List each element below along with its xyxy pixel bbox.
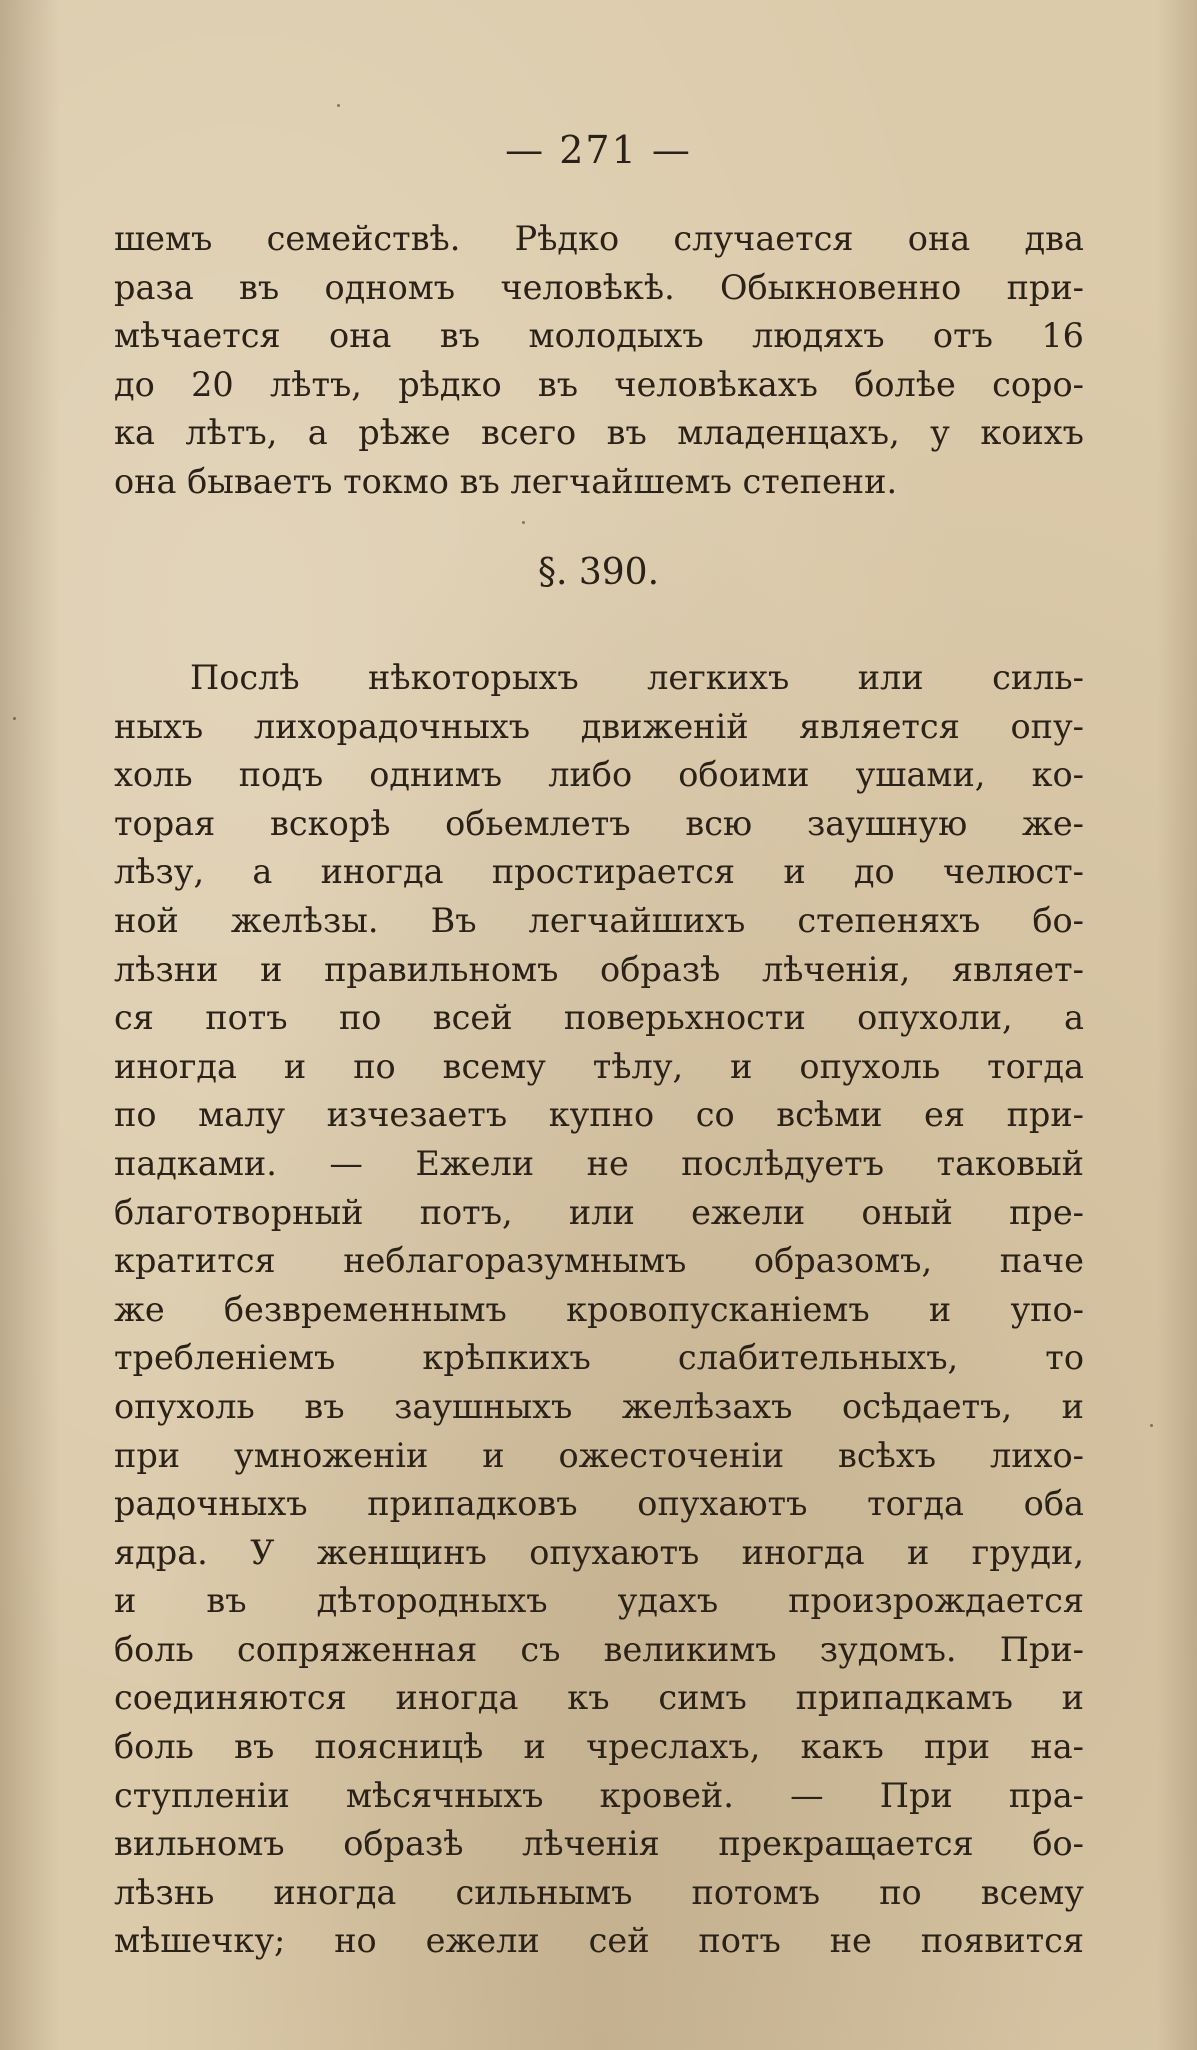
text-line: ка лѣтъ, а рѣже всего въ младенцахъ, у коихъ — [114, 413, 1084, 453]
text-line: вильномъ образѣ лѣченiя прекращается бо- — [114, 1824, 1084, 1864]
text-line: ся потъ по всей поверьхности опухоли, а — [114, 998, 1084, 1038]
text-line: ступленiи мѣсячныхъ кровей. — При пра- — [114, 1775, 1084, 1815]
text-line: благотворный потъ, или ежели оный пре- — [114, 1192, 1084, 1232]
text-line: опухоль въ заушныхъ желѣзахъ осѣдаетъ, и — [114, 1386, 1084, 1426]
text-line: лѣзу, а иногда простирается и до челюст- — [114, 852, 1084, 892]
text-line: боль въ поясницѣ и чреслахъ, какъ при на- — [114, 1727, 1084, 1767]
text-line: падками. — Ежели не послѣдуетъ таковый — [114, 1143, 1084, 1183]
text-line: соединяются иногда къ симъ припадкамъ и — [114, 1678, 1084, 1718]
section-heading: §. 390. — [537, 552, 660, 593]
paper-speck — [522, 521, 525, 524]
text-line: торая вскорѣ обьемлетъ всю заушную же- — [114, 803, 1084, 843]
text-line: и въ дѣтородныхъ удахъ произрождается — [114, 1581, 1084, 1621]
section-paragraph — [114, 654, 1084, 1966]
text-line: иногда и по всему тѣлу, и опухоль тогда — [114, 1046, 1084, 1086]
text-line: Послѣ нѣкоторыхъ легкихъ или силь- — [190, 658, 1084, 697]
text-line: ной желѣзы. Въ легчайшихъ степеняхъ бо- — [114, 900, 1084, 940]
text-line: ядра. У женщинъ опухаютъ иногда и груди, — [114, 1532, 1084, 1572]
text-line: требленiемъ крѣпкихъ слабительныхъ, то — [114, 1338, 1084, 1378]
paper-speck — [1150, 1424, 1153, 1427]
text-line: при умноженiи и ожесточенiи всѣхъ лихо- — [114, 1435, 1084, 1475]
text-line: раза въ одномъ человѣкѣ. Обыкновенно при- — [114, 267, 1084, 307]
text-line: мѣчается она въ молодыхъ людяхъ отъ 16 — [114, 316, 1084, 356]
text-line: ныхъ лихорадочныхъ движенiй является опу- — [114, 706, 1084, 746]
paper-speck — [13, 717, 16, 720]
text-line: лѣзнь иногда сильнымъ потомъ по всему — [114, 1872, 1084, 1912]
continuation-paragraph — [114, 215, 1084, 507]
text-line: боль сопряженная съ великимъ зудомъ. При- — [114, 1629, 1084, 1669]
paper-speck — [337, 104, 340, 107]
text-line: холь подъ однимъ либо обоими ушами, ко- — [114, 755, 1084, 795]
text-line: же безвременнымъ кровопусканiемъ и упо- — [114, 1289, 1084, 1329]
text-line: по малу изчезаетъ купно со всѣми ея при- — [114, 1095, 1084, 1135]
text-line: до 20 лѣтъ, рѣдко въ человѣкахъ болѣе соро- — [114, 364, 1084, 404]
text-line: лѣзни и правильномъ образѣ лѣченiя, являет- — [114, 949, 1084, 989]
text-line: она бываетъ токмо въ легчайшемъ степени. — [114, 461, 898, 501]
text-line: мѣшечку; но ежели сей потъ не появится — [114, 1921, 1084, 1961]
text-line: радочныхъ припадковъ опухаютъ тогда оба — [114, 1484, 1084, 1524]
text-line: шемъ семействѣ. Рѣдко случается она два — [114, 219, 1084, 258]
page-number-header: — 271 — — [505, 128, 692, 172]
text-line: кратится неблагоразумнымъ образомъ, паче — [114, 1241, 1084, 1281]
